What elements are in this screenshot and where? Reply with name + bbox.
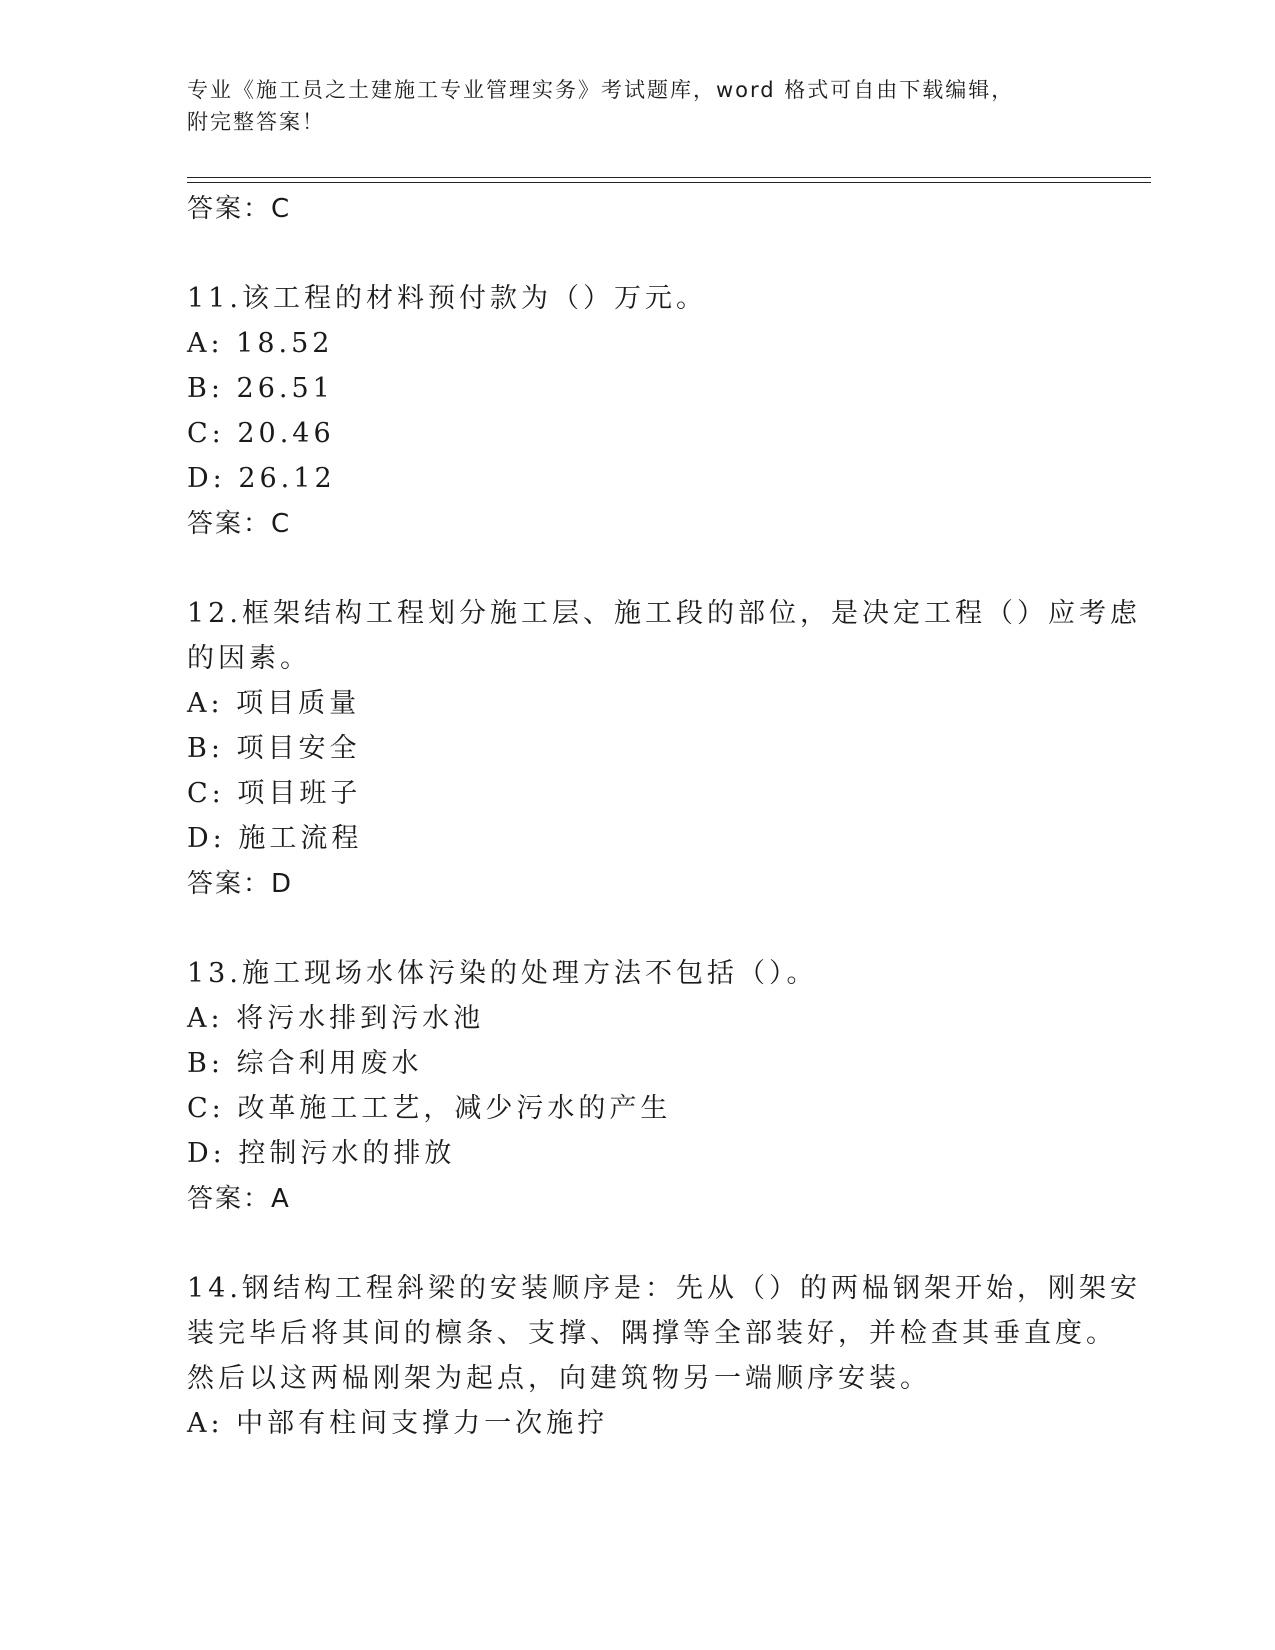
q12-answer: 答案：D [187, 869, 294, 899]
q13-stem: 13.施工现场水体污染的处理方法不包括（）。 [187, 958, 818, 989]
q11-stem: 11.该工程的材料预付款为（）万元。 [187, 283, 707, 314]
q13-option-c: C: 改革施工工艺，减少污水的产生 [187, 1093, 672, 1124]
q13-option-b: B: 综合利用废水 [187, 1048, 423, 1079]
q11-option-a: A: 18.52 [187, 328, 334, 359]
q13-option-d: D: 控制污水的排放 [187, 1138, 456, 1169]
q14-option-a: A: 中部有柱间支撑力一次施拧 [187, 1408, 609, 1439]
q14-stem-line-2: 装完毕后将其间的檩条、支撑、隅撑等全部装好，并检查其垂直度。 [187, 1318, 1117, 1349]
q12-option-d: D: 施工流程 [187, 823, 363, 854]
q12-option-a: A: 项目质量 [187, 688, 361, 719]
document-header [187, 74, 1067, 138]
header-line-1: 专业《施工员之土建施工专业管理实务》考试题库，word 格式可自由下载编辑， [187, 78, 1015, 102]
answer-previous: 答案：C [187, 194, 292, 224]
q14-stem-line-3: 然后以这两榀刚架为起点，向建筑物另一端顺序安装。 [187, 1363, 931, 1394]
q13-answer: 答案：A [187, 1184, 291, 1214]
q11-answer: 答案：C [187, 509, 292, 539]
q12-option-c: C: 项目班子 [187, 778, 362, 809]
q11-option-d: D: 26.12 [187, 463, 336, 494]
q13-option-a: A: 将污水排到污水池 [187, 1003, 485, 1034]
q11-option-b: B: 26.51 [187, 373, 334, 404]
header-divider-top [187, 177, 1151, 178]
q12-option-b: B: 项目安全 [187, 733, 361, 764]
header-divider-bottom [187, 182, 1151, 183]
header-line-2: 附完整答案！ [187, 110, 325, 134]
q11-option-c: C: 20.46 [187, 418, 335, 449]
q12-stem-line-2: 的因素。 [187, 643, 311, 674]
q12-stem-line-1: 12.框架结构工程划分施工层、施工段的部位，是决定工程（）应考虑 [187, 598, 1141, 629]
q14-stem-line-1: 14.钢结构工程斜梁的安装顺序是：先从（）的两榀钢架开始，刚架安 [187, 1273, 1141, 1304]
